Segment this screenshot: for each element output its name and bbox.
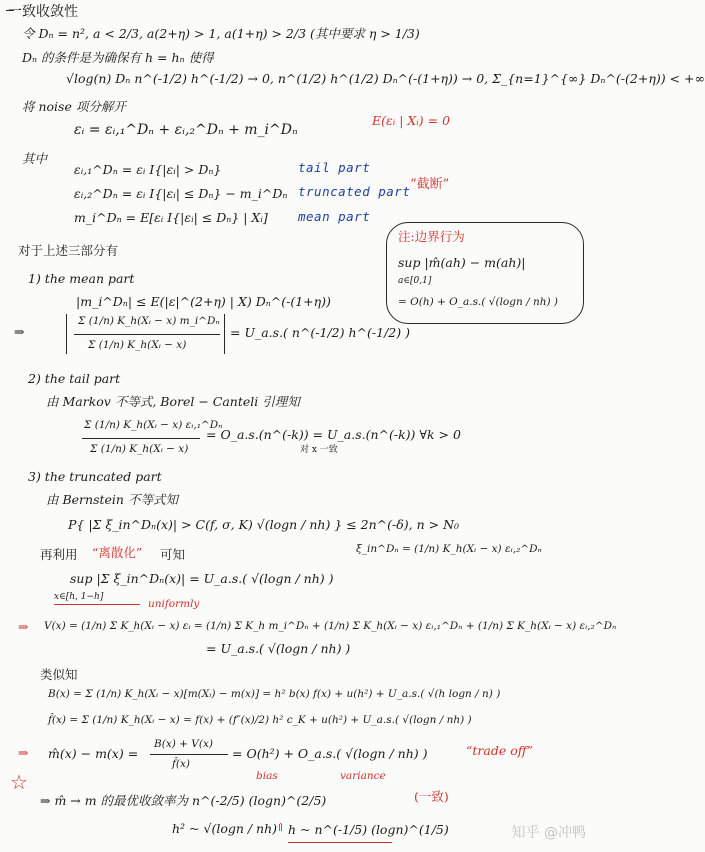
sup-range: x∈[h, 1−h] — [54, 592, 104, 602]
frac-error-num: B(x) + V(x) — [154, 738, 214, 750]
line-condition-purpose: Dₙ 的条件是为确保有 h = hₙ 使得 — [22, 50, 214, 65]
line-similarly: 类似知 — [40, 667, 78, 682]
eq-density-est: f̂(x) = Σ (1/n) K_h(Xᵢ − x) = f(x) + (f″(x)/2) h² c_K + u(h²) + U_a.s.( √(logn / nh) ) — [48, 714, 472, 726]
bandwidth-underline — [288, 842, 392, 843]
line-noise-decomp: 将 noise 项分解开 — [22, 99, 126, 114]
label-mean: mean part — [298, 209, 371, 224]
eq-zero-mean: E(εᵢ | Xᵢ) = 0 — [372, 113, 451, 128]
section-title: 一致收敛性 — [8, 4, 78, 20]
eq-mean-bound: |m_i^Dₙ| ≤ E(|ε|^(2+η) | X) Dₙ^(-(1+η)) — [76, 294, 331, 309]
label-uniform-red: (一致) — [414, 789, 449, 804]
implies-arrow-red-1: ⇒ — [18, 619, 29, 634]
frac-mean-den: Σ (1/n) K_h(Xᵢ − x) — [88, 339, 187, 351]
frac-mean-num: Σ (1/n) K_h(Xᵢ − x) m_i^Dₙ — [78, 315, 220, 327]
note-sup: sup |m̂(ah) − m(ah)| — [398, 255, 526, 270]
up-arrow-icon: ⇑ — [276, 821, 286, 834]
abs-right-1 — [224, 314, 225, 354]
eq-optimal-rate: ⇒ m̂ → m 的最优收敛率为 n^(-2/5) (logn)^(2/5) — [40, 793, 327, 808]
line-bernstein: 由 Bernstein 不等式知 — [46, 492, 178, 507]
line-rates: √log(n) Dₙ n^(-1/2) h^(-1/2) → 0, n^(1/2) h^(1/2) Dₙ^(-(1+η)) → 0, Σ_{n=1}^{∞} Dₙ^(-(2+η)) < +∞ — [66, 71, 705, 86]
line-where: 其中 — [22, 151, 48, 166]
eq-bandwidth-balance: h² ~ √(logn / nh) — [172, 821, 278, 836]
line-markov: 由 Markov 不等式, Borel − Canteli 引理知 — [46, 394, 300, 409]
eq-bandwidth-result: h ~ n^(-1/5) (logn)^(1/5) — [288, 822, 449, 837]
frac-tail-den: Σ (1/n) K_h(Xᵢ − x) — [90, 443, 189, 455]
note-rate: = O(h) + O_a.s.( √(logn / nh) ) — [398, 296, 559, 308]
label-uniformly: uniformly — [148, 598, 200, 610]
line-condition-d: 令 Dₙ = n², a < 2/3, a(2+η) > 1, a(1+η) > 2/3 (其中要求 η > 1/3) — [22, 26, 420, 41]
eq-bernstein: P{ |Σ ξ_in^Dₙ(x)| > C(f, σ, K) √(logn / nh) } ≤ 2n^(-δ), n > N₀ — [68, 517, 460, 532]
label-bias: bias — [256, 770, 278, 782]
title-dash — [6, 10, 14, 11]
heading-truncated-part: 3) the truncated part — [28, 469, 162, 484]
eq-error-lhs: m̂(x) − m(x) = — [48, 746, 139, 761]
eq-noise-decomp: εᵢ = εᵢ,₁^Dₙ + εᵢ,₂^Dₙ + m_i^Dₙ — [74, 122, 298, 138]
eq-bias-term: B(x) = Σ (1/n) K_h(Xᵢ − x)[m(Xᵢ) − m(x)] = h² b(x) f(x) + u(h²) + U_a.s.( √(h logn / n) ) — [48, 688, 501, 700]
sup-range-underline — [54, 604, 140, 605]
note-title: 注:边界行为 — [398, 229, 465, 244]
implies-arrow-red-2: ⇒ — [18, 745, 29, 760]
note-sup-range: a∈[0,1] — [398, 276, 432, 286]
eq-xi-def: ξ_in^Dₙ = (1/n) K_h(Xᵢ − x) εᵢ,₂^Dₙ — [356, 543, 542, 555]
label-variance: variance — [340, 770, 386, 782]
note-uniform-x: 对 x 一致 — [300, 445, 338, 455]
frac-mean-bar — [74, 334, 220, 335]
line-discretize-post: 可知 — [160, 547, 186, 562]
frac-error-den: f̂(x) — [172, 758, 191, 770]
label-truncated: truncated part — [298, 184, 411, 199]
label-trade-off: “trade off” — [466, 743, 533, 758]
eq-v-decomp: V(x) = (1/n) Σ K_h(Xᵢ − x) εᵢ = (1/n) Σ K_h m_i^Dₙ + (1/n) Σ K_h(Xᵢ − x) εᵢ,₁^Dₙ + (1/n) Σ K_h(Xᵢ − x) εᵢ,₂^Dₙ — [44, 620, 617, 632]
abs-left-1 — [66, 314, 67, 354]
eq-tail-def: εᵢ,₁^Dₙ = εᵢ I{|εᵢ| > Dₙ} — [74, 162, 222, 177]
star-icon: ☆ — [10, 770, 28, 794]
frac-tail-bar — [82, 438, 200, 439]
eq-mean-def: m_i^Dₙ = E[εᵢ I{|εᵢ| ≤ Dₙ} | Xᵢ] — [74, 210, 268, 225]
line-discretize-pre: 再利用 — [40, 547, 78, 562]
frac-error-bar — [150, 754, 228, 755]
eq-trunc-def: εᵢ,₂^Dₙ = εᵢ I{|εᵢ| ≤ Dₙ} − m_i^Dₙ — [74, 186, 288, 201]
label-discretize: “离散化” — [92, 545, 143, 560]
line-three-parts: 对于上述三部分有 — [18, 243, 119, 258]
label-jieduan: “截断” — [410, 177, 450, 192]
eq-tail-rate: = O_a.s.(n^(-k)) = U_a.s.(n^(-k)) ∀k > 0 — [206, 427, 461, 442]
watermark: 知乎 @冲鸭 — [511, 825, 586, 841]
eq-v-rate: = U_a.s.( √(logn / nh) ) — [206, 641, 351, 656]
eq-mean-rate: = U_a.s.( n^(-1/2) h^(-1/2) ) — [230, 325, 410, 340]
eq-error-rate: = O(h²) + O_a.s.( √(logn / nh) ) — [232, 746, 428, 761]
heading-tail-part: 2) the tail part — [28, 371, 121, 386]
implies-arrow-1: ⇒ — [14, 324, 25, 339]
eq-sup-xi: sup |Σ ξ_in^Dₙ(x)| = U_a.s.( √(logn / nh) ) — [70, 571, 334, 586]
frac-tail-num: Σ (1/n) K_h(Xᵢ − x) εᵢ,₁^Dₙ — [84, 419, 223, 431]
label-tail: tail part — [298, 160, 371, 175]
heading-mean-part: 1) the mean part — [28, 271, 135, 286]
